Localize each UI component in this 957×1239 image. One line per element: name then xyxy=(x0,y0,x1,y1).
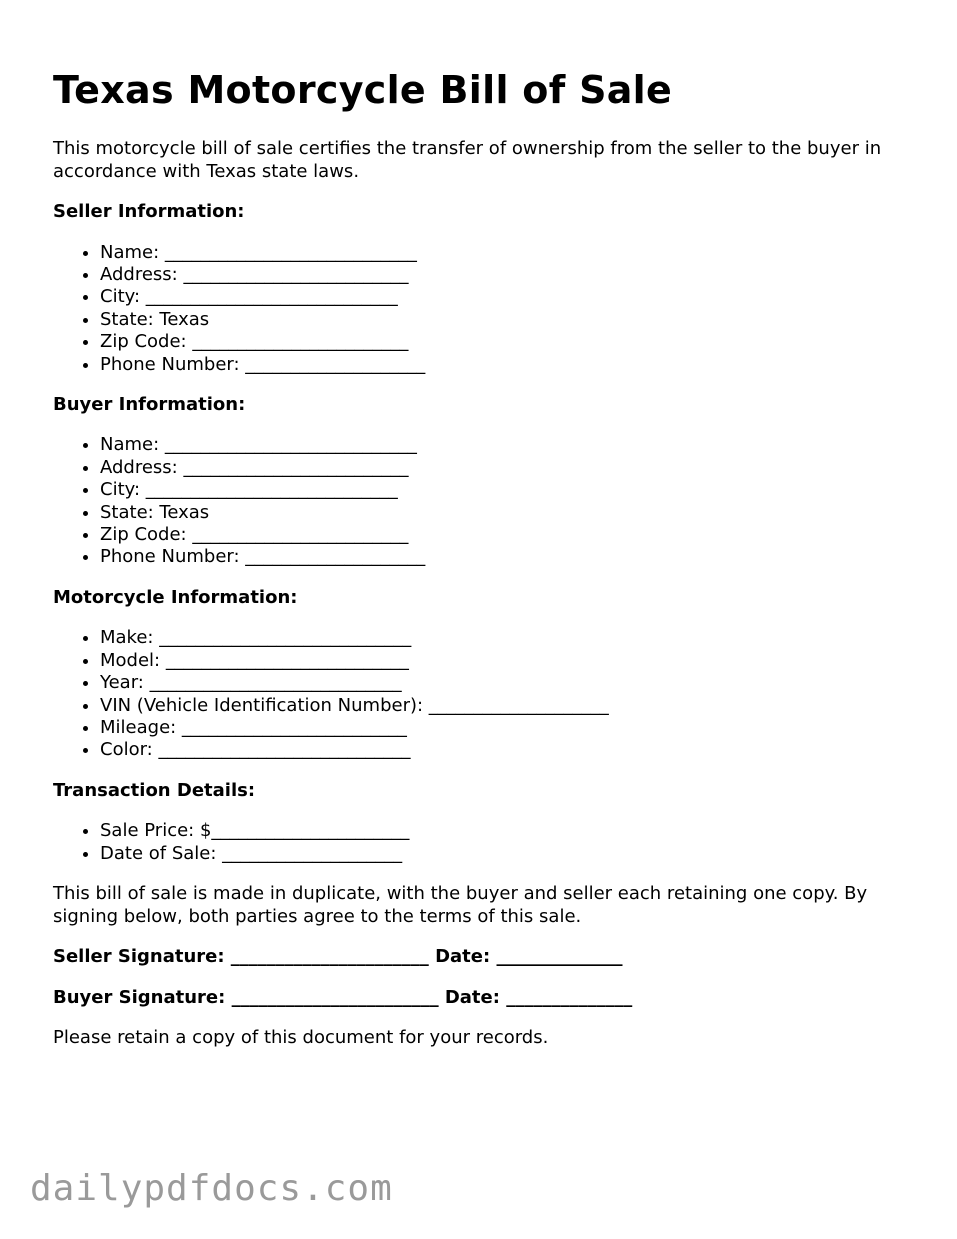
watermark: dailypdfdocs.com xyxy=(30,1168,393,1209)
closing-paragraph: This bill of sale is made in duplicate, with the buyer and seller each retaining one copy. By signing below, both parties agree to the terms of this sale. xyxy=(53,883,868,927)
buyer-state-field: • State: Texas xyxy=(100,502,913,524)
buyer-signature-line: Buyer Signature: _______________________ Date: ______________ xyxy=(53,986,633,1008)
sale-date-field: • Date of Sale: ____________________ xyxy=(100,843,913,865)
sale-price-field: • Sale Price: $______________________ xyxy=(100,820,913,842)
motorcycle-make-field: • Make: ____________________________ xyxy=(100,627,913,649)
motorcycle-year-field: • Year: ____________________________ xyxy=(100,672,913,694)
seller-name-field: • Name: ____________________________ xyxy=(100,242,913,264)
intro-paragraph: This motorcycle bill of sale certifies the transfer of ownership from the seller to the buyer in accordance with Texas state laws. xyxy=(53,138,882,182)
transaction-heading: Transaction Details: xyxy=(53,779,256,801)
seller-signature-line: Seller Signature: ______________________ Date: ______________ xyxy=(53,946,623,968)
buyer-address-field: • Address: _________________________ xyxy=(100,457,913,479)
seller-state-field: • State: Texas xyxy=(100,309,913,331)
seller-zip-field: • Zip Code: ________________________ xyxy=(100,331,913,353)
buyer-name-field: • Name: ____________________________ xyxy=(100,434,913,456)
motorcycle-model-field: • Model: ___________________________ xyxy=(100,650,913,672)
seller-phone-field: • Phone Number: ____________________ xyxy=(100,354,913,376)
transaction-list xyxy=(53,820,913,865)
buyer-list xyxy=(53,434,913,568)
seller-list xyxy=(53,242,913,376)
motorcycle-list xyxy=(53,627,913,761)
document-title: Texas Motorcycle Bill of Sale xyxy=(53,68,673,112)
motorcycle-color-field: • Color: ____________________________ xyxy=(100,739,913,761)
motorcycle-vin-field: • VIN (Vehicle Identification Number): ____________________ xyxy=(100,695,913,717)
buyer-zip-field: • Zip Code: ________________________ xyxy=(100,524,913,546)
retain-note: Please retain a copy of this document for your records. xyxy=(53,1027,549,1049)
seller-address-field: • Address: _________________________ xyxy=(100,264,913,286)
motorcycle-mileage-field: • Mileage: _________________________ xyxy=(100,717,913,739)
buyer-phone-field: • Phone Number: ____________________ xyxy=(100,546,913,568)
motorcycle-heading: Motorcycle Information: xyxy=(53,586,298,608)
seller-heading: Seller Information: xyxy=(53,201,245,222)
document-page xyxy=(53,62,913,1050)
seller-city-field: • City: ____________________________ xyxy=(100,286,913,308)
buyer-heading: Buyer Information: xyxy=(53,393,246,415)
buyer-city-field: • City: ____________________________ xyxy=(100,479,913,501)
